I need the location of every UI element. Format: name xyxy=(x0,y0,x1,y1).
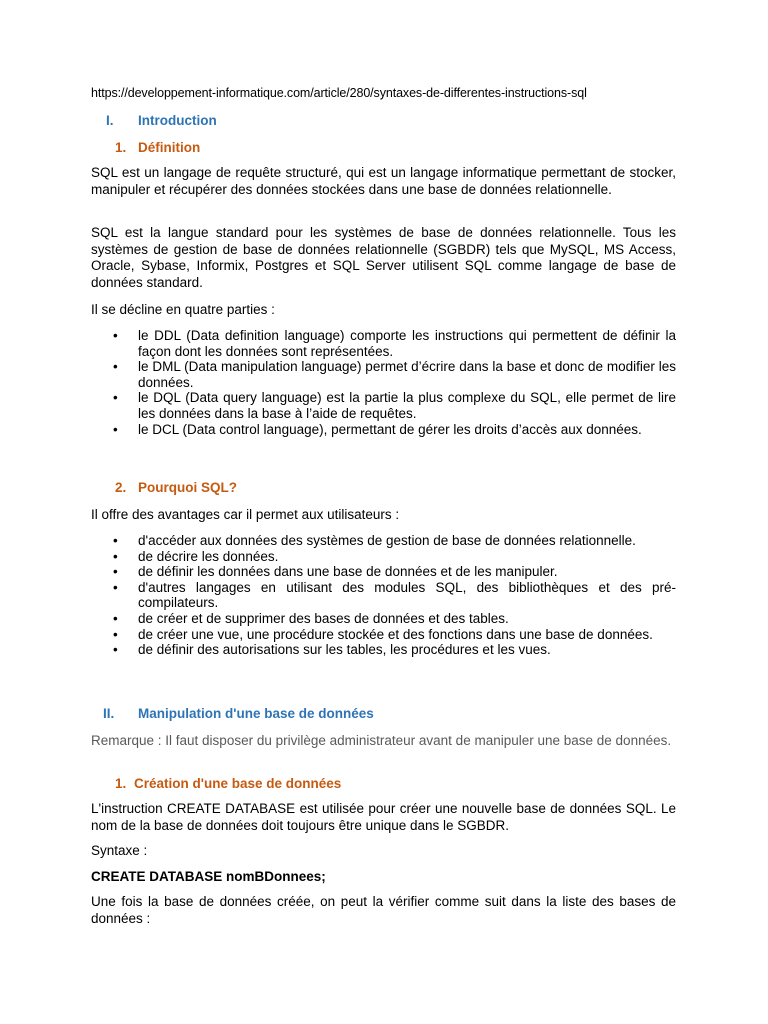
list-item: • de décrire les données. xyxy=(113,548,279,564)
section-2-number: II. xyxy=(103,706,115,721)
bullet-icon: • xyxy=(113,359,118,375)
bullet-icon: • xyxy=(113,421,118,437)
remark-note: Remarque : Il faut disposer du privilège administrateur avant de manipuler une base de données. xyxy=(91,733,672,748)
subsection-2-1-title: Création d'une base de données xyxy=(134,776,342,791)
sql-parts-list xyxy=(91,328,676,437)
paragraph-advantages-intro: Il offre des avantages car il permet aux utilisateurs : xyxy=(91,507,400,522)
bullet-icon: • xyxy=(113,610,118,626)
list-item: • d'autres langages en utilisant des modules SQL, des bibliothèques et des pré-compilateurs. xyxy=(113,579,676,611)
list-item: • le DCL (Data control language), permettant de gérer les droits d’accès aux données. xyxy=(113,421,642,437)
section-1-number: I. xyxy=(106,113,114,128)
paragraph-verify-database: Une fois la base de données créée, on peut la vérifier comme suit dans la liste des bases de données : xyxy=(91,894,676,926)
code-create-database: CREATE DATABASE nomBDonnees; xyxy=(91,869,326,884)
paragraph-definition: SQL est un langage de requête structuré, qui est un langage informatique permettant de stocker, manipuler et récupérer des données stockées dans une base de données relationnelle. xyxy=(91,165,676,197)
list-item: • de créer et de supprimer des bases de données et des tables. xyxy=(113,610,509,626)
section-1-title: Introduction xyxy=(138,113,217,128)
list-item: • de définir des autorisations sur les tables, les procédures et les vues. xyxy=(113,642,551,658)
bullet-icon: • xyxy=(113,626,118,642)
list-item: • le DQL (Data query language) est la partie la plus complexe du SQL, elle permet de lire les données dans la base à l’aide de requêtes. xyxy=(113,390,676,421)
source-url: https://developpement-informatique.com/article/280/syntaxes-de-differentes-instructions-sql xyxy=(91,86,587,100)
bullet-icon: • xyxy=(113,533,118,548)
paragraph-parts-intro: Il se décline en quatre parties : xyxy=(91,302,275,317)
subsection-1-1-title: Définition xyxy=(138,140,201,155)
paragraph-create-database: L'instruction CREATE DATABASE est utilisée pour créer une nouvelle base de données SQL. Le nom de la base de données doit toujours être unique dans le SGBDR. xyxy=(91,801,676,833)
bullet-icon: • xyxy=(113,642,118,658)
bullet-icon: • xyxy=(113,564,118,580)
paragraph-standard: SQL est la langue standard pour les systèmes de base de données relationnelle. Tous les systèmes de gestion de base de données relationnelle (SGBDR) tels que MySQL, MS Access, Oracle, Sybase, Informix, Postgres et SQL Server utilisent SQL comme langage de base de données standard. xyxy=(91,225,676,290)
bullet-icon: • xyxy=(113,579,118,595)
subsection-1-1-number: 1. xyxy=(115,140,127,155)
list-item: • de définir les données dans une base de données et de les manipuler. xyxy=(113,564,558,580)
subsection-1-2-number: 2. xyxy=(115,480,127,495)
list-item: • d'accéder aux données des systèmes de gestion de base de données relationnelle. xyxy=(113,533,636,548)
bullet-icon: • xyxy=(113,548,118,564)
bullet-icon: • xyxy=(113,390,118,406)
list-item: • de créer une vue, une procédure stockée et des fonctions dans une base de données. xyxy=(113,626,653,642)
section-2-title: Manipulation d'une base de données xyxy=(138,706,374,721)
advantages-list xyxy=(91,533,676,658)
subsection-1-2-title: Pourquoi SQL? xyxy=(138,480,237,495)
bullet-icon: • xyxy=(113,328,118,343)
list-item: • le DDL (Data definition language) comporte les instructions qui permettent de définir la façon dont les données sont représentées. xyxy=(113,328,676,359)
paragraph-syntax-label: Syntaxe : xyxy=(91,843,148,858)
list-item: • le DML (Data manipulation language) permet d’écrire dans la base et donc de modifier les données. xyxy=(113,359,676,390)
subsection-2-1-number: 1. xyxy=(115,776,127,791)
